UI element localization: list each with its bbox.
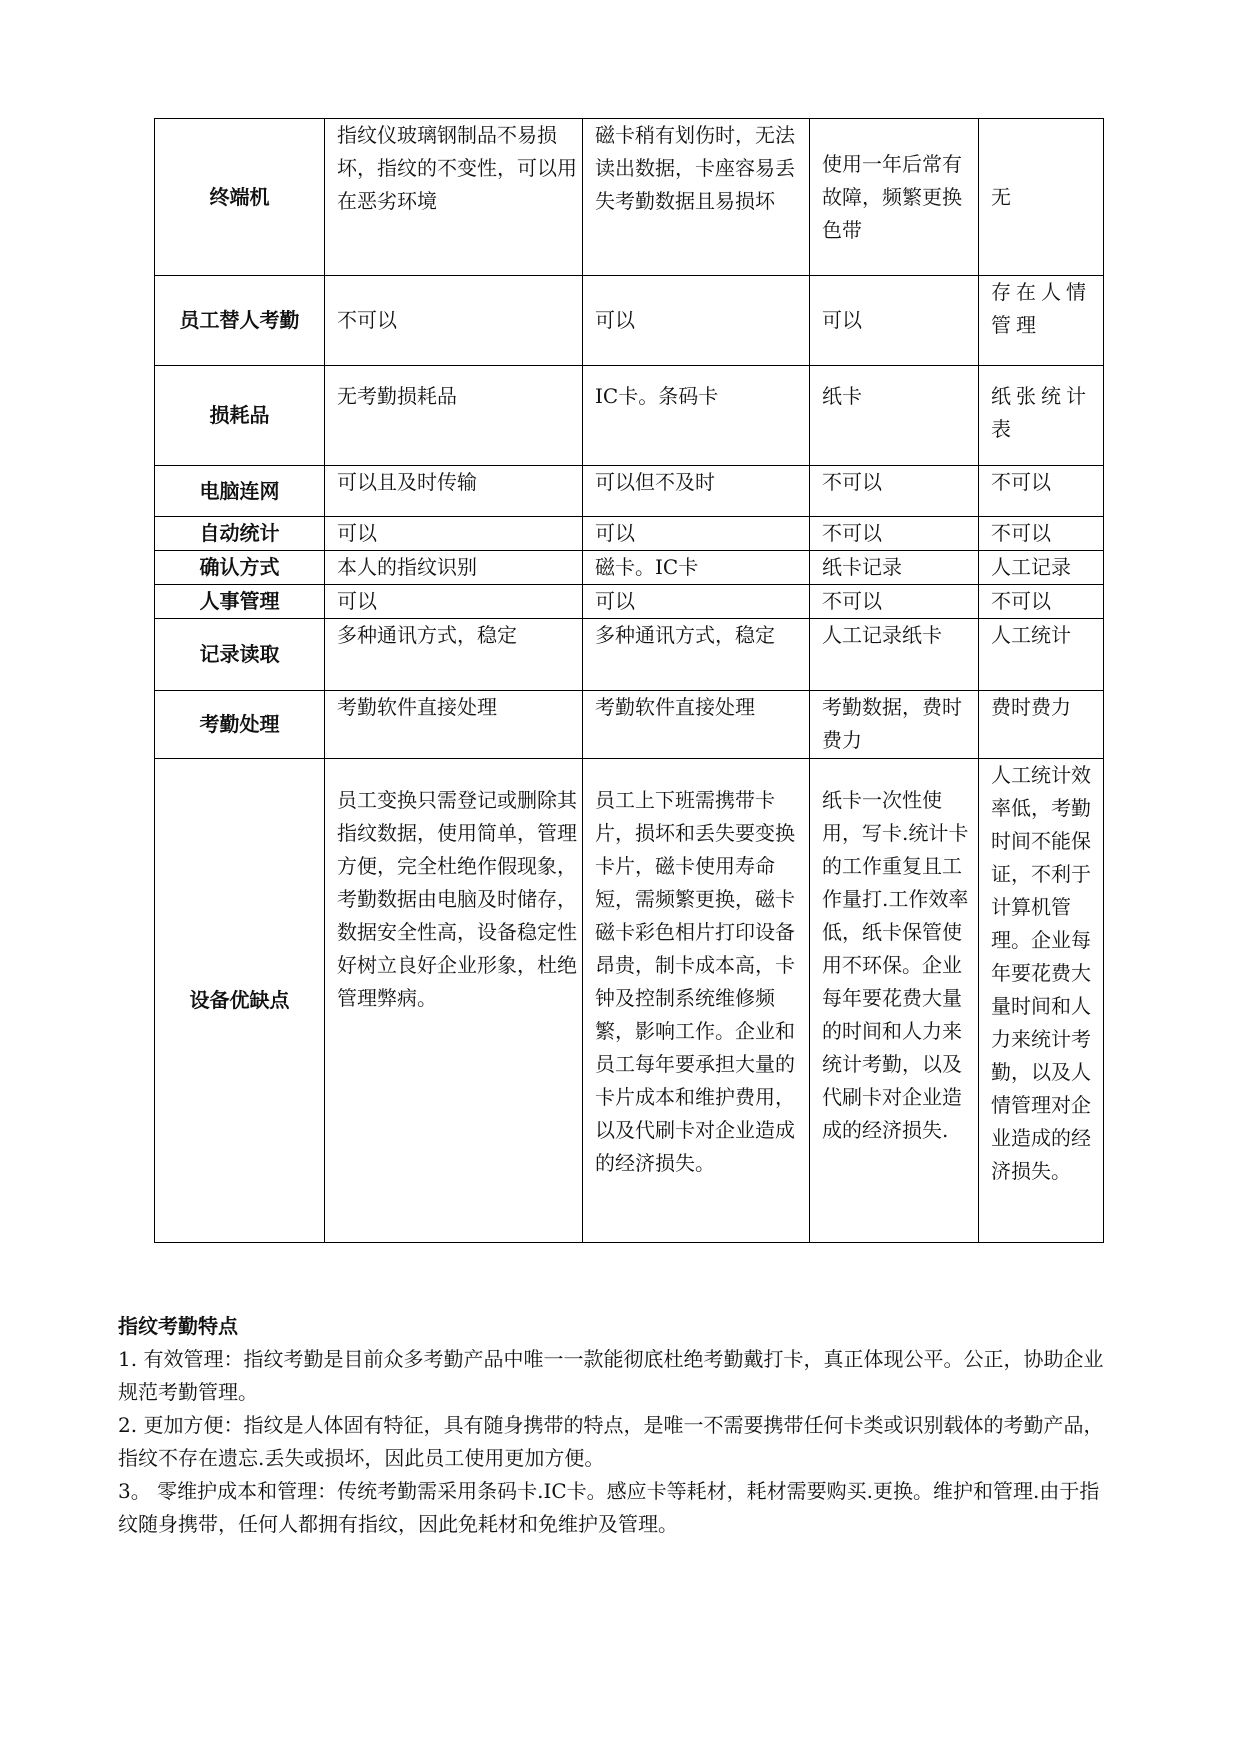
- table-cell: 纸卡记录: [810, 551, 979, 585]
- table-cell: 磁卡。IC卡: [583, 551, 810, 585]
- section-title: 指纹考勤特点: [118, 1314, 238, 1338]
- table-row: [155, 366, 1104, 466]
- row-header: 人事管理: [155, 585, 325, 619]
- table-cell: 不可以: [979, 466, 1104, 517]
- features-section: [118, 1310, 1118, 1541]
- table-cell: 考勤数据，费时费力: [810, 691, 979, 759]
- row-header: 考勤处理: [155, 691, 325, 759]
- table-row: [155, 119, 1104, 276]
- table-cell: 员工上下班需携带卡片，损坏和丢失要变换卡片，磁卡使用寿命短，需频繁更换，磁卡磁卡彩色相片打印设备昂贵，制卡成本高，卡钟及控制系统维修频繁，影响工作。企业和员工每年要承担大量的卡片成本和维护费用，以及代刷卡对企业造成的经济损失。: [583, 759, 810, 1243]
- table-cell: 无考勤损耗品: [325, 366, 583, 466]
- table-cell: 本人的指纹识别: [325, 551, 583, 585]
- table-cell: 多种通讯方式，稳定: [583, 619, 810, 691]
- comparison-table: [154, 118, 1104, 1243]
- feature-item: 3。 零维护成本和管理：传统考勤需采用条码卡.IC卡。感应卡等耗材，耗材需要购买.更换。维护和管理.由于指纹随身携带，任何人都拥有指纹，因此免耗材和免维护及管理。: [118, 1479, 1100, 1536]
- table-cell: 多种通讯方式，稳定: [325, 619, 583, 691]
- table-cell: 可以: [583, 276, 810, 366]
- table-row: [155, 276, 1104, 366]
- row-header: 员工替人考勤: [155, 276, 325, 366]
- table-row: [155, 517, 1104, 551]
- table-cell: 费时费力: [979, 691, 1104, 759]
- table-cell: 存在人情管理: [979, 276, 1104, 366]
- table-cell: 可以但不及时: [583, 466, 810, 517]
- table-cell: 考勤软件直接处理: [583, 691, 810, 759]
- table-cell: 可以: [810, 276, 979, 366]
- table-cell: 纸张统计表: [979, 366, 1104, 466]
- table-cell: 不可以: [810, 517, 979, 551]
- row-header: 自动统计: [155, 517, 325, 551]
- feature-item: 2. 更加方便：指纹是人体固有特征，具有随身携带的特点，是唯一不需要携带任何卡类或识别载体的考勤产品，指纹不存在遗忘.丢失或损坏，因此员工使用更加方便。: [118, 1413, 1104, 1470]
- table-cell: 人工统计效率低，考勤时间不能保证，不利于计算机管理。企业每年要花费大量时间和人力来统计考勤，以及人情管理对企业造成的经济损失。: [979, 759, 1104, 1243]
- table-row: [155, 551, 1104, 585]
- table-cell: 人工统计: [979, 619, 1104, 691]
- table-cell: 人工记录纸卡: [810, 619, 979, 691]
- table-cell: 不可以: [810, 585, 979, 619]
- table-cell: 可以: [325, 517, 583, 551]
- table-cell: 不可以: [979, 517, 1104, 551]
- table-cell: 可以: [325, 585, 583, 619]
- table-cell: 人工记录: [979, 551, 1104, 585]
- table-cell: 磁卡稍有划伤时，无法读出数据，卡座容易丢失考勤数据且易损坏: [583, 119, 810, 276]
- row-header: 损耗品: [155, 366, 325, 466]
- row-header: 确认方式: [155, 551, 325, 585]
- table-cell: 无: [979, 119, 1104, 276]
- table-cell: 不可以: [325, 276, 583, 366]
- table-row: [155, 466, 1104, 517]
- table-cell: 纸卡一次性使用，写卡.统计卡的工作重复且工作量打.工作效率低，纸卡保管使用不环保。企业每年要花费大量的时间和人力来统计考勤，以及代刷卡对企业造成的经济损失.: [810, 759, 979, 1243]
- row-header: 记录读取: [155, 619, 325, 691]
- table-cell: IC卡。条码卡: [583, 366, 810, 466]
- table-cell: 可以: [583, 517, 810, 551]
- table-cell: 可以且及时传输: [325, 466, 583, 517]
- table-row: [155, 691, 1104, 759]
- table-cell: 纸卡: [810, 366, 979, 466]
- table-row: [155, 759, 1104, 1243]
- table-cell: 不可以: [810, 466, 979, 517]
- feature-item: 1. 有效管理：指纹考勤是目前众多考勤产品中唯一一款能彻底杜绝考勤戴打卡，真正体现公平。公正，协助企业规范考勤管理。: [118, 1347, 1104, 1404]
- table-cell: 使用一年后常有故障，频繁更换色带: [810, 119, 979, 276]
- table-cell: 指纹仪玻璃钢制品不易损坏，指纹的不变性，可以用在恶劣环境: [325, 119, 583, 276]
- table-row: [155, 619, 1104, 691]
- table-cell: 员工变换只需登记或删除其指纹数据，使用简单，管理方便，完全杜绝作假现象，考勤数据由电脑及时储存，数据安全性高，设备稳定性好树立良好企业形象，杜绝管理弊病。: [325, 759, 583, 1243]
- row-header: 终端机: [155, 119, 325, 276]
- row-header: 电脑连网: [155, 466, 325, 517]
- row-header: 设备优缺点: [155, 759, 325, 1243]
- table-row: [155, 585, 1104, 619]
- table-cell: 不可以: [979, 585, 1104, 619]
- table-cell: 考勤软件直接处理: [325, 691, 583, 759]
- table-cell: 可以: [583, 585, 810, 619]
